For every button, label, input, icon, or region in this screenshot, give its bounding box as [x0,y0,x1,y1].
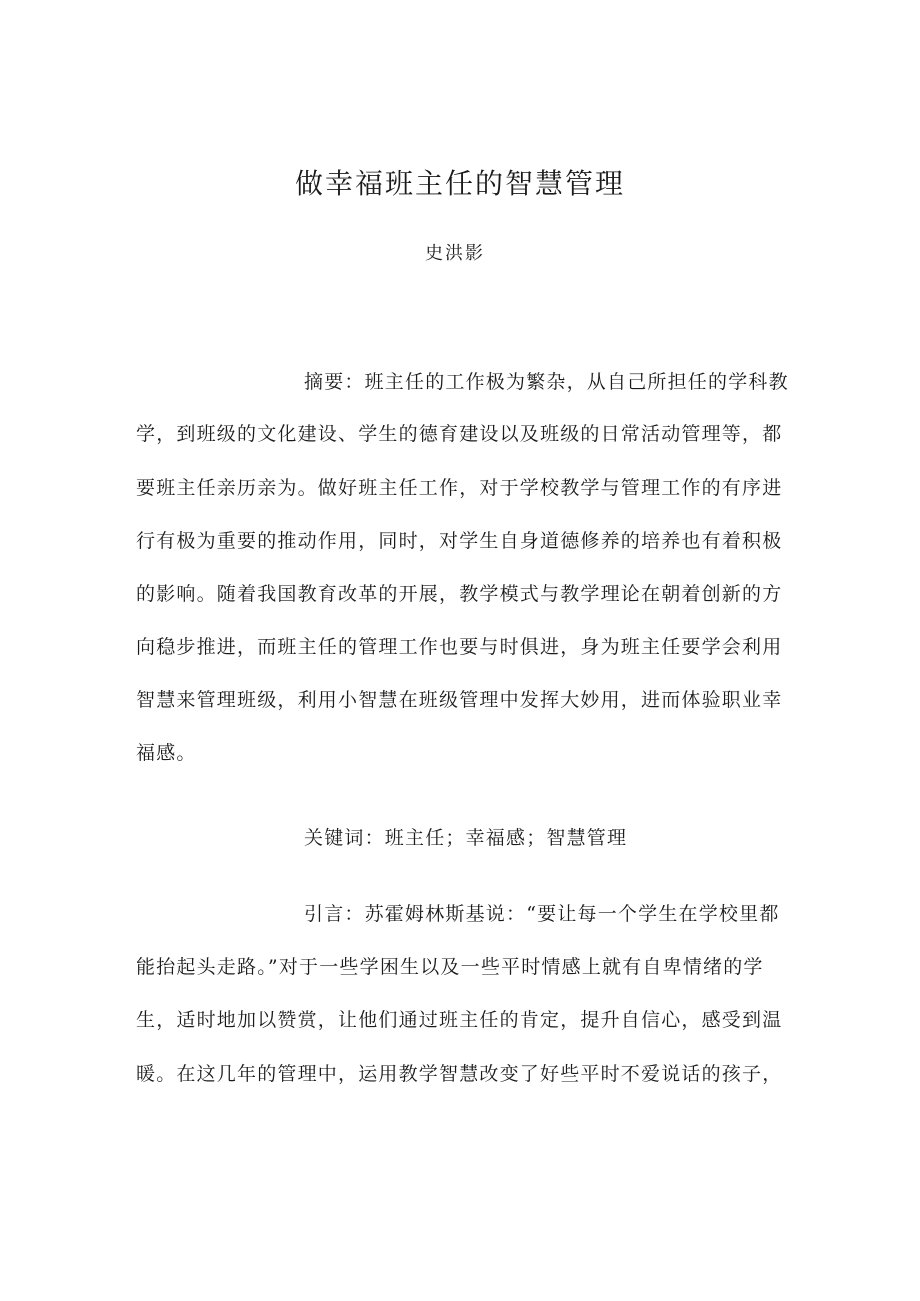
abstract-line: 摘要：班主任的工作极为繁杂，从自己所担任的学科教 [304,371,789,393]
intro-line: 暖。在这几年的管理中，运用教学智慧改变了好些平时不爱说话的孩子， [136,1063,783,1085]
intro-line: 能抬起头走路。”对于一些学困生以及一些平时情感上就有自卑情绪的学 [136,956,764,978]
abstract-line: 要班主任亲历亲为。做好班主任工作，对于学校教学与管理工作的有序进 [136,477,783,499]
abstract-line: 智慧来管理班级，利用小智慧在班级管理中发挥大妙用，进而体验职业幸 [136,689,783,711]
abstract-line: 的影响。随着我国教育改革的开展，教学模式与教学理论在朝着创新的方 [136,583,783,605]
author-name: 史洪影 [425,243,485,264]
abstract-line: 向稳步推进，而班主任的管理工作也要与时俱进，身为班主任要学会利用 [136,636,783,658]
document-title: 做幸福班主任的智慧管理 [294,167,625,200]
intro-line: 生，适时地加以赞赏，让他们通过班主任的肯定，提升自信心，感受到温 [136,1009,783,1031]
keywords-line: 关键词：班主任；幸福感；智慧管理 [304,827,628,849]
intro-line: 引言：苏霍姆林斯基说：“要让每一个学生在学校里都 [304,903,780,925]
abstract-line: 福感。 [136,742,197,764]
abstract-line: 行有极为重要的推动作用，同时，对学生自身道德修养的培养也有着积极 [136,530,783,552]
abstract-line: 学，到班级的文化建设、学生的德育建设以及班级的日常活动管理等，都 [136,423,783,445]
